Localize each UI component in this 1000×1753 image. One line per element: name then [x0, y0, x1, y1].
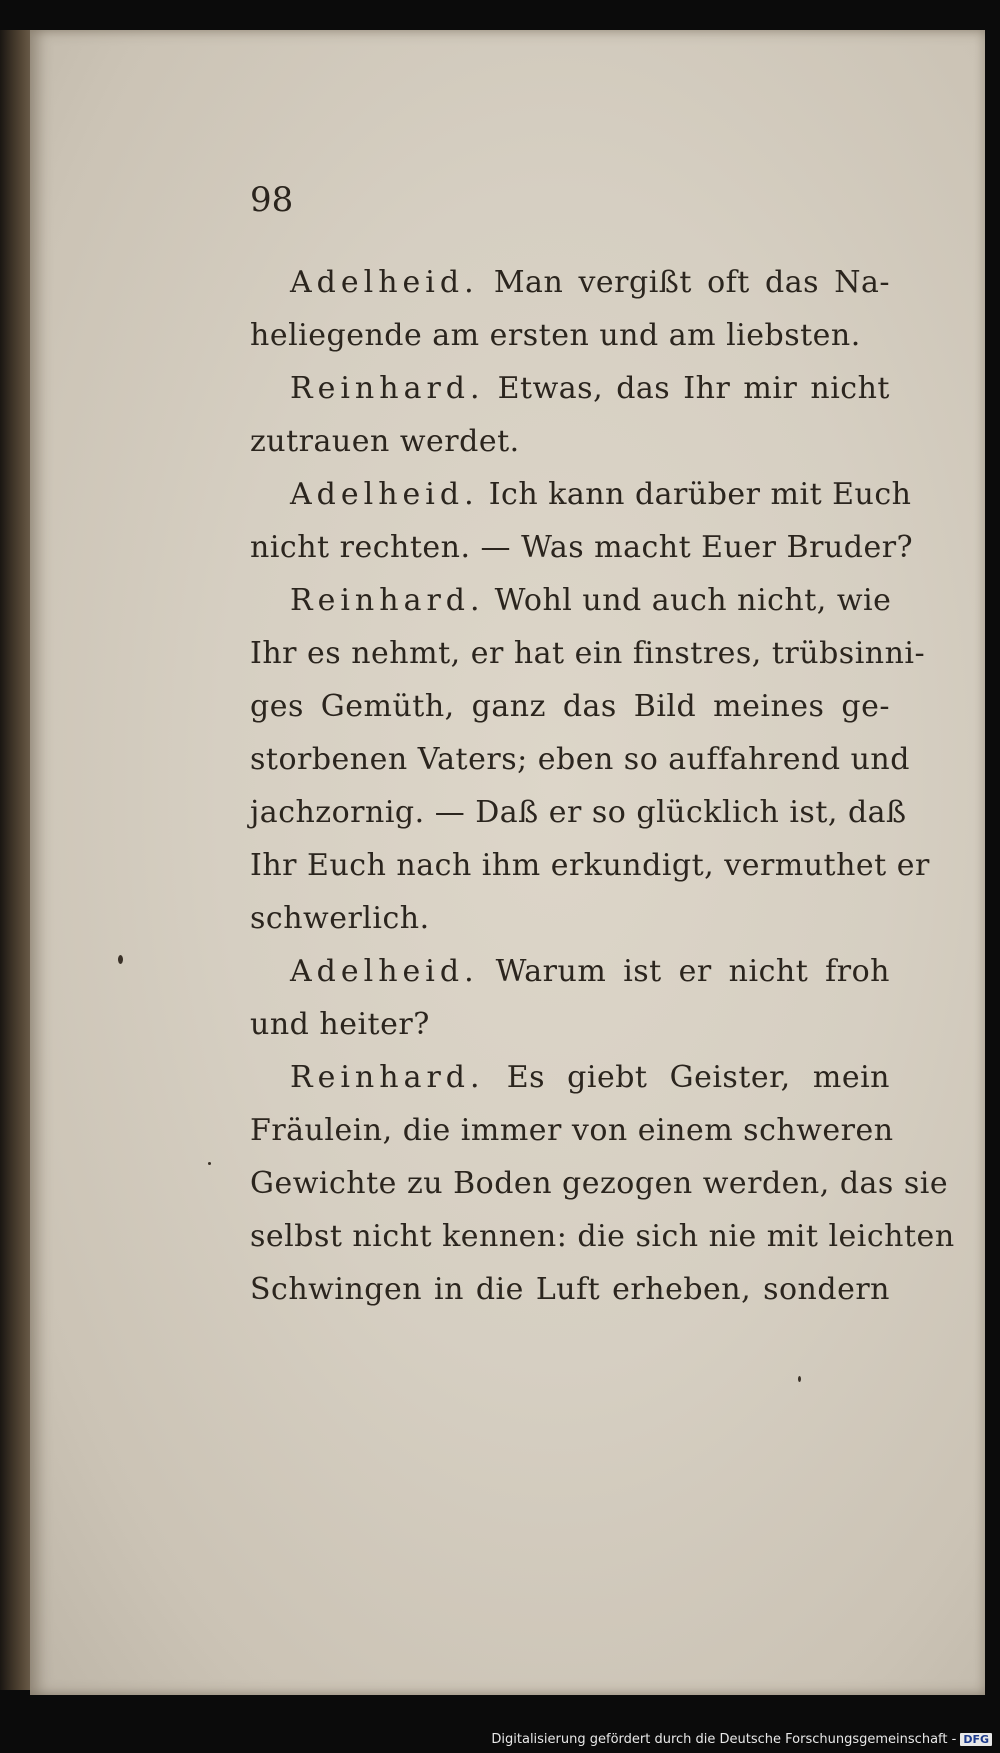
line-text: selbst nicht kennen: die sich nie mit leichten — [250, 1219, 955, 1254]
line-text: ges Gemüth, ganz das Bild meines ge- — [250, 689, 890, 724]
line-text: Fräulein, die immer von einem schweren — [250, 1113, 894, 1148]
book-spine — [0, 30, 34, 1690]
line-text: Es giebt Geister, mein — [506, 1060, 890, 1095]
speaker-name: Reinhard. — [290, 1060, 485, 1095]
line-text: Man vergißt oft das Na- — [493, 265, 890, 300]
text-line — [250, 848, 930, 901]
text-line — [250, 742, 910, 795]
credit-text: Digitalisierung gefördert durch die Deutsche Forschungsgemeinschaft - — [491, 1732, 957, 1747]
line-text: und heiter? — [250, 1007, 430, 1042]
line-text: heliegende am ersten und am liebsten. — [250, 318, 861, 353]
text-line — [250, 583, 890, 636]
line-text: zutrauen werdet. — [250, 424, 520, 459]
text-line — [250, 954, 890, 1007]
speaker-name: Reinhard. — [290, 371, 485, 406]
speaker-name: Adelheid. — [290, 954, 479, 989]
text-line — [250, 901, 890, 954]
text-line — [250, 1166, 949, 1219]
text-line — [250, 477, 912, 530]
text-line — [250, 424, 890, 477]
text-line — [250, 1060, 890, 1113]
text-line — [250, 1007, 890, 1060]
speaker-name: Reinhard. — [290, 583, 485, 618]
line-text: jachzornig. — Daß er so glücklich ist, daß — [250, 795, 907, 830]
line-text: Ihr Euch nach ihm erkundigt, vermuthet er — [250, 848, 930, 883]
text-line — [250, 1272, 890, 1325]
text-line — [250, 318, 890, 371]
text-line — [250, 371, 890, 424]
book-page — [30, 30, 985, 1695]
line-text: Ihr es nehmt, er hat ein finstres, trübsinni- — [250, 636, 926, 671]
paper-speck — [208, 1162, 211, 1165]
line-text: Schwingen in die Luft erheben, sondern — [250, 1272, 890, 1307]
line-text: Warum ist er nicht froh — [495, 954, 890, 989]
line-text: Ich kann darüber mit Euch — [488, 477, 912, 512]
page-number: 98 — [250, 180, 294, 220]
text-line — [250, 530, 914, 583]
text-line — [250, 795, 907, 848]
paper-speck — [118, 955, 123, 964]
speaker-name: Adelheid. — [290, 477, 479, 512]
line-text: storbenen Vaters; eben so auffahrend und — [250, 742, 910, 777]
text-line — [250, 689, 890, 742]
dfg-logo: DFG — [960, 1733, 992, 1746]
line-text: Wohl und auch nicht, wie — [494, 583, 892, 618]
text-line — [250, 265, 890, 318]
paper-speck — [798, 1376, 801, 1382]
text-block — [250, 265, 955, 1325]
line-text: Gewichte zu Boden gezogen werden, das sie — [250, 1166, 949, 1201]
line-text: schwerlich. — [250, 901, 430, 936]
digitization-credit — [491, 1732, 992, 1747]
line-text: nicht rechten. — Was macht Euer Bruder? — [250, 530, 914, 565]
line-text: Etwas, das Ihr mir nicht — [497, 371, 890, 406]
speaker-name: Adelheid. — [290, 265, 479, 300]
text-line — [250, 636, 926, 689]
text-line — [250, 1219, 955, 1272]
text-line — [250, 1113, 894, 1166]
